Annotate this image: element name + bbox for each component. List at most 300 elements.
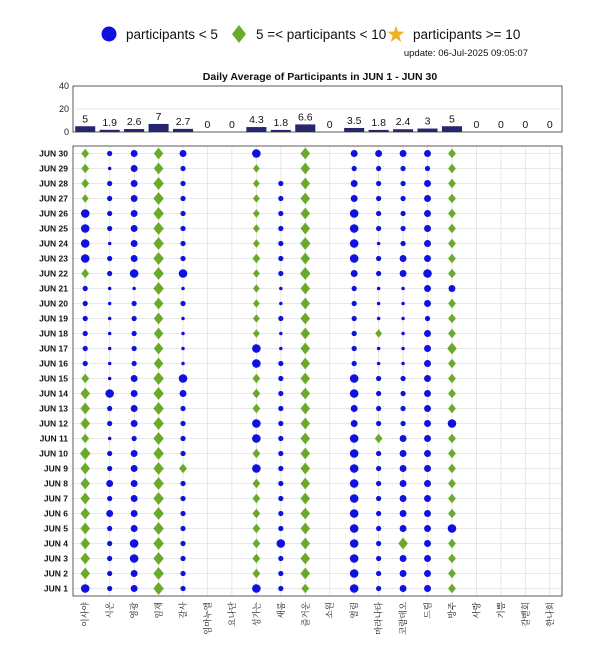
- participant-circle: [132, 331, 137, 336]
- participant-circle: [376, 196, 381, 201]
- column-label: 임재: [154, 602, 165, 619]
- bar: [173, 129, 193, 132]
- participant-circle: [400, 421, 405, 426]
- participant-diamond: [253, 299, 260, 307]
- participant-circle: [105, 389, 114, 398]
- participant-diamond: [81, 164, 89, 174]
- participant-diamond: [300, 538, 310, 550]
- participant-circle: [278, 211, 283, 216]
- participant-diamond: [80, 463, 90, 475]
- participant-diamond: [448, 164, 456, 174]
- participant-circle: [279, 332, 283, 336]
- row-label: JUN 30: [39, 148, 68, 159]
- participant-diamond: [253, 329, 260, 337]
- participant-diamond: [300, 388, 310, 400]
- participant-circle: [278, 241, 283, 246]
- participant-circle: [83, 331, 88, 336]
- participant-circle: [252, 584, 261, 593]
- row-label: JUN 20: [39, 298, 68, 309]
- participant-diamond: [300, 313, 310, 325]
- participant-circle: [424, 420, 431, 427]
- participant-diamond: [252, 569, 260, 579]
- participant-diamond: [448, 209, 456, 219]
- participant-circle: [107, 271, 112, 276]
- participant-circle: [424, 285, 431, 292]
- participant-circle: [376, 421, 381, 426]
- participant-diamond: [300, 463, 310, 475]
- participant-circle: [131, 420, 138, 427]
- participant-circle: [424, 585, 431, 592]
- participant-circle: [132, 361, 137, 366]
- participant-circle: [278, 181, 283, 186]
- row-label: JUN 15: [39, 373, 68, 384]
- participant-diamond: [154, 328, 164, 340]
- participant-circle: [352, 301, 357, 306]
- participant-circle: [108, 287, 112, 291]
- participant-circle: [179, 374, 188, 383]
- participant-circle: [424, 330, 431, 337]
- participant-circle: [376, 496, 381, 501]
- participant-circle: [401, 302, 405, 306]
- participant-diamond: [153, 432, 163, 445]
- participant-circle: [252, 359, 261, 368]
- participant-diamond: [300, 568, 310, 580]
- participant-diamond: [80, 508, 90, 520]
- participant-circle: [278, 466, 283, 471]
- participant-diamond: [252, 404, 260, 414]
- participant-circle: [107, 541, 112, 546]
- participant-circle: [350, 224, 359, 233]
- participant-circle: [423, 269, 432, 278]
- participant-diamond: [81, 374, 89, 384]
- bar-value-label: 5: [449, 113, 455, 126]
- participant-diamond: [300, 373, 310, 385]
- participant-diamond: [300, 478, 310, 490]
- participant-circle: [376, 511, 381, 516]
- participant-circle: [252, 344, 261, 353]
- participant-circle: [107, 151, 112, 156]
- participant-circle: [350, 539, 359, 548]
- participant-diamond: [253, 284, 260, 292]
- participant-circle: [107, 256, 112, 261]
- participant-diamond: [81, 269, 89, 279]
- participant-circle: [376, 556, 381, 561]
- participant-diamond: [448, 569, 456, 579]
- participant-diamond: [153, 192, 163, 205]
- participant-circle: [424, 495, 431, 502]
- participant-circle: [351, 270, 358, 277]
- participant-circle: [400, 166, 405, 171]
- participant-diamond: [252, 539, 260, 549]
- participant-diamond: [300, 433, 310, 445]
- participant-circle: [81, 584, 90, 593]
- participant-circle: [252, 464, 261, 473]
- participant-circle: [278, 256, 283, 261]
- participant-circle: [132, 287, 136, 291]
- column-label: 기쁨: [496, 602, 507, 619]
- participant-circle: [400, 555, 407, 562]
- participant-diamond: [448, 179, 456, 189]
- participant-circle: [180, 556, 185, 561]
- participant-diamond: [153, 522, 163, 535]
- participant-circle: [351, 180, 358, 187]
- bar-value-label: 1.8: [371, 116, 386, 129]
- participant-diamond: [80, 568, 90, 580]
- participant-diamond: [80, 418, 90, 430]
- participant-diamond: [448, 329, 456, 339]
- participant-diamond: [153, 417, 163, 430]
- participant-circle: [130, 269, 139, 278]
- participant-circle: [180, 226, 185, 231]
- participant-circle: [180, 406, 185, 411]
- participant-circle: [400, 406, 405, 411]
- participant-circle: [131, 210, 138, 217]
- participant-diamond: [252, 449, 260, 459]
- bar: [246, 127, 266, 132]
- participant-diamond: [448, 224, 456, 234]
- participant-circle: [131, 450, 138, 457]
- row-label: JUN 8: [43, 478, 68, 489]
- bar-value-label: 1.9: [102, 116, 117, 129]
- participant-circle: [180, 586, 185, 591]
- bar: [418, 129, 438, 132]
- participant-circle: [424, 150, 431, 157]
- participant-circle: [424, 240, 431, 247]
- bar: [124, 129, 144, 132]
- column-label: 열림: [350, 602, 361, 619]
- participant-circle: [278, 421, 283, 426]
- participant-circle: [424, 540, 431, 547]
- participant-circle: [107, 406, 112, 411]
- participant-diamond: [252, 509, 260, 519]
- participant-circle: [400, 495, 407, 502]
- participant-circle: [376, 571, 381, 576]
- participant-diamond: [154, 313, 164, 325]
- participant-diamond: [447, 343, 457, 355]
- bar-value-label: 0: [229, 119, 235, 131]
- participant-diamond: [153, 552, 163, 565]
- participant-diamond: [300, 523, 310, 535]
- participant-circle: [278, 586, 283, 591]
- participant-circle: [424, 210, 431, 217]
- participant-circle: [180, 150, 187, 157]
- participant-diamond: [448, 389, 456, 399]
- bar: [100, 130, 120, 132]
- participant-circle: [424, 465, 431, 472]
- row-label: JUN 21: [39, 283, 68, 294]
- participant-circle: [350, 434, 359, 443]
- participant-diamond: [300, 223, 310, 235]
- row-label: JUN 14: [39, 388, 68, 399]
- participant-circle: [350, 479, 359, 488]
- legend-label-lt5: participants < 5: [126, 26, 218, 42]
- participant-circle: [108, 377, 112, 381]
- participant-circle: [350, 584, 359, 593]
- participant-circle: [131, 465, 138, 472]
- participant-circle: [377, 287, 381, 291]
- column-label: 소원: [325, 602, 336, 619]
- legend-label-5to10: 5 =< participants < 10: [256, 26, 387, 42]
- bar-value-label: 0: [522, 119, 529, 131]
- participant-circle: [107, 421, 112, 426]
- row-label: JUN 28: [39, 178, 68, 189]
- row-label: JUN 1: [43, 583, 68, 594]
- participant-circle: [376, 451, 381, 456]
- participant-circle: [376, 526, 381, 531]
- participant-circle: [424, 570, 431, 577]
- participant-diamond: [80, 478, 90, 490]
- participant-circle: [400, 211, 405, 216]
- participant-circle: [108, 347, 112, 351]
- participant-circle: [279, 287, 283, 291]
- participant-circle: [180, 181, 185, 186]
- participant-diamond: [375, 434, 383, 444]
- bar: [75, 126, 95, 132]
- participant-circle: [180, 241, 185, 246]
- participant-diamond: [80, 388, 90, 400]
- participant-circle: [352, 361, 357, 366]
- participant-circle: [376, 541, 381, 546]
- column-label: 임마누엘: [203, 602, 214, 635]
- participant-circle: [180, 256, 185, 261]
- row-label: JUN 19: [39, 313, 68, 324]
- participant-circle: [180, 496, 185, 501]
- participant-circle: [107, 556, 112, 561]
- participant-circle: [352, 286, 357, 291]
- participant-circle: [424, 510, 431, 517]
- participant-circle: [400, 255, 407, 262]
- participant-circle: [400, 241, 405, 246]
- row-label: JUN 18: [39, 328, 68, 339]
- participant-diamond: [153, 582, 163, 595]
- participant-circle: [424, 375, 431, 382]
- participant-diamond: [80, 553, 90, 565]
- legend-label-gte10: participants >= 10: [413, 26, 521, 42]
- participant-circle: [278, 196, 283, 201]
- participant-diamond: [448, 539, 456, 549]
- participant-circle: [252, 149, 261, 158]
- participant-diamond: [252, 389, 260, 399]
- participant-circle: [278, 406, 283, 411]
- participant-circle: [376, 391, 381, 396]
- participant-circle: [424, 360, 431, 367]
- bar-value-label: 0: [473, 119, 480, 131]
- participant-circle: [180, 481, 185, 486]
- participant-circle: [352, 346, 357, 351]
- bar: [344, 128, 364, 132]
- participant-circle: [131, 510, 138, 517]
- participant-circle: [132, 346, 137, 351]
- participant-circle: [400, 525, 407, 532]
- participant-diamond: [448, 404, 456, 414]
- participant-circle: [180, 511, 185, 516]
- participant-circle: [350, 464, 359, 473]
- participant-circle: [424, 225, 431, 232]
- participant-circle: [279, 347, 283, 351]
- participant-circle: [376, 256, 381, 261]
- participant-circle: [108, 167, 112, 171]
- participant-circle: [376, 181, 381, 186]
- participant-circle: [424, 390, 431, 397]
- column-label: 갈벧회: [521, 602, 532, 627]
- participant-circle: [400, 150, 407, 157]
- participant-diamond: [300, 298, 310, 310]
- participant-diamond: [80, 538, 90, 550]
- participant-circle: [352, 166, 357, 171]
- participant-diamond: [80, 523, 90, 535]
- participant-circle: [278, 496, 283, 501]
- bar-value-label: 0: [326, 119, 333, 131]
- bar-y-tick-label: 0: [63, 127, 69, 137]
- participant-circle: [401, 347, 405, 351]
- participant-circle: [400, 450, 407, 457]
- participant-circle: [107, 211, 112, 216]
- participant-circle: [83, 286, 88, 291]
- participant-diamond: [300, 403, 310, 415]
- column-label: 코람데오: [399, 602, 410, 635]
- participant-circle: [377, 242, 381, 246]
- participant-circle: [376, 481, 381, 486]
- bar-value-label: 2.7: [175, 115, 191, 128]
- participant-circle: [180, 166, 185, 171]
- participant-circle: [352, 316, 357, 321]
- participant-circle: [351, 150, 358, 157]
- participant-circle: [350, 569, 359, 578]
- participant-diamond: [448, 509, 456, 519]
- participant-diamond: [153, 267, 163, 280]
- row-label: JUN 5: [43, 523, 68, 534]
- participant-circle: [131, 375, 138, 382]
- participant-diamond: [253, 179, 260, 187]
- participant-diamond: [253, 209, 260, 217]
- participant-circle: [108, 242, 112, 246]
- participant-diamond: [82, 194, 89, 202]
- participant-circle: [400, 465, 407, 472]
- participant-circle: [106, 480, 113, 487]
- participant-diamond: [300, 163, 310, 175]
- participant-circle: [131, 240, 138, 247]
- participant-diamond: [448, 554, 456, 564]
- participant-diamond: [300, 328, 310, 340]
- participant-circle: [400, 196, 405, 201]
- participant-diamond: [448, 479, 456, 489]
- row-label: JUN 3: [43, 553, 68, 564]
- participant-diamond: [300, 493, 310, 505]
- participant-diamond: [448, 254, 456, 264]
- row-label: JUN 13: [39, 403, 68, 414]
- participant-diamond: [154, 298, 164, 310]
- participant-circle: [279, 302, 283, 306]
- participant-circle: [278, 391, 283, 396]
- participant-circle: [350, 554, 359, 563]
- participant-circle: [108, 317, 112, 321]
- participant-diamond: [448, 149, 456, 159]
- participant-diamond: [448, 449, 456, 459]
- participant-circle: [180, 196, 185, 201]
- participant-circle: [108, 362, 112, 366]
- bar: [271, 130, 291, 132]
- participant-circle: [83, 301, 88, 306]
- participant-circle: [108, 302, 112, 306]
- column-label: 한나회: [545, 602, 556, 627]
- row-label: JUN 22: [39, 268, 68, 279]
- participant-circle: [376, 586, 381, 591]
- participant-circle: [401, 287, 405, 291]
- participant-circle: [107, 496, 112, 501]
- participant-diamond: [448, 314, 456, 324]
- participant-circle: [277, 539, 286, 548]
- participant-diamond: [448, 584, 456, 594]
- participant-diamond: [153, 252, 163, 265]
- participant-circle: [350, 509, 359, 518]
- participant-diamond: [252, 554, 260, 564]
- bar-value-label: 0: [204, 119, 211, 131]
- participant-diamond: [301, 584, 309, 594]
- participant-circle: [424, 480, 431, 487]
- participant-circle: [401, 332, 405, 336]
- participant-diamond: [153, 207, 163, 220]
- participant-circle: [400, 391, 405, 396]
- participant-diamond: [448, 374, 456, 384]
- participant-circle: [131, 495, 138, 502]
- participant-circle: [181, 317, 185, 321]
- participant-circle: [132, 301, 137, 306]
- participant-circle: [400, 226, 405, 231]
- participant-circle: [424, 450, 431, 457]
- bar-value-label: 0: [546, 119, 553, 131]
- participant-circle: [424, 525, 431, 532]
- participant-circle: [181, 287, 185, 291]
- column-label: 마라나타: [374, 602, 385, 635]
- participant-circle: [376, 406, 381, 411]
- participant-diamond: [154, 163, 164, 175]
- participant-circle: [83, 346, 88, 351]
- row-label: JUN 26: [39, 208, 68, 219]
- bar-value-label: 6.6: [297, 111, 313, 124]
- participant-diamond: [398, 538, 408, 550]
- participant-diamond: [153, 402, 163, 415]
- participant-circle: [180, 301, 185, 306]
- participant-diamond: [154, 148, 164, 160]
- row-label: JUN 27: [39, 193, 68, 204]
- participant-diamond: [448, 194, 456, 204]
- participant-circle: [376, 466, 381, 471]
- participant-diamond: [153, 477, 163, 490]
- row-label: JUN 10: [39, 448, 68, 459]
- participant-diamond: [252, 374, 260, 384]
- participant-circle: [278, 481, 283, 486]
- participant-diamond: [253, 194, 260, 202]
- participant-circle: [131, 525, 138, 532]
- row-label: JUN 16: [39, 358, 68, 369]
- participant-circle: [377, 317, 381, 321]
- participant-diamond: [253, 239, 260, 247]
- participant-circle: [181, 347, 185, 351]
- participant-circle: [180, 211, 185, 216]
- bar-y-tick-label: 40: [58, 81, 69, 91]
- bar-value-label: 0: [497, 119, 504, 131]
- participant-circle: [132, 316, 137, 321]
- participant-circle: [350, 524, 359, 533]
- participant-circle: [278, 376, 283, 381]
- participant-diamond: [153, 387, 163, 400]
- participant-diamond: [300, 283, 310, 295]
- row-label: JUN 17: [39, 343, 68, 354]
- participant-diamond: [252, 479, 260, 489]
- participant-diamond: [448, 434, 456, 444]
- participant-diamond: [300, 343, 310, 355]
- participant-circle: [83, 316, 88, 321]
